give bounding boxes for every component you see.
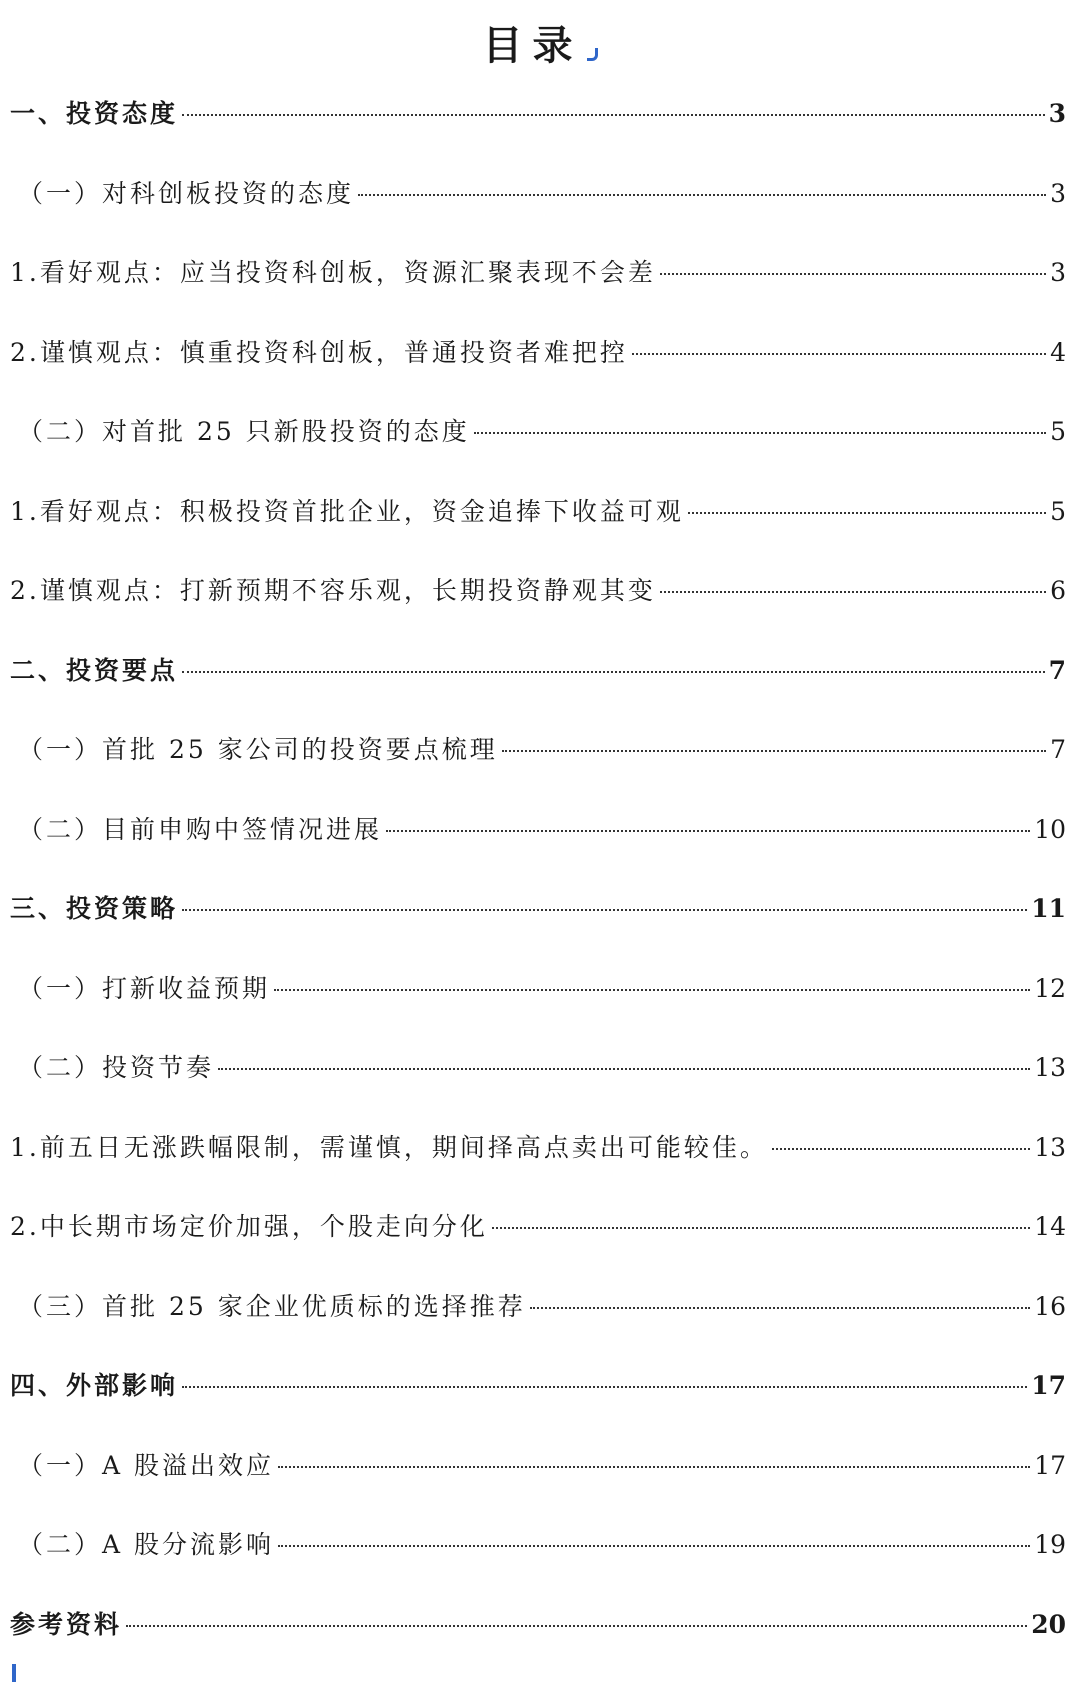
toc-dot-leader: [278, 1466, 1030, 1468]
text-cursor-icon: [12, 1664, 16, 1682]
toc-page-number: 6: [1050, 576, 1066, 605]
toc-entry-text: （二）A 股分流影响: [10, 1525, 274, 1561]
toc-entry-text: 1.看好观点：积极投资首批企业，资金追捧下收益可观: [10, 492, 684, 528]
toc-page-number: 3: [1050, 258, 1066, 287]
toc-entry[interactable]: [10, 1525, 1066, 1605]
toc-entry[interactable]: [10, 1446, 1066, 1526]
toc-page-number: 4: [1050, 338, 1066, 367]
toc-entry[interactable]: [10, 1128, 1066, 1208]
toc-entry-text: （一）A 股溢出效应: [10, 1446, 274, 1482]
toc-dot-leader: [474, 432, 1046, 434]
toc-entry-text: 2.谨慎观点：慎重投资科创板，普通投资者难把控: [10, 333, 628, 369]
toc-entry-text: 四、外部影响: [10, 1366, 178, 1402]
toc-entry[interactable]: [10, 174, 1066, 254]
toc-dot-leader: [182, 114, 1045, 116]
toc-entry-text: （三）首批 25 家企业优质标的选择推荐: [10, 1287, 526, 1323]
toc-entry[interactable]: [10, 651, 1066, 731]
paragraph-mark-icon: [587, 48, 598, 61]
toc-dot-leader: [218, 1068, 1030, 1070]
toc-page-number: 7: [1049, 656, 1066, 685]
toc-entry-text: 2.谨慎观点：打新预期不容乐观，长期投资静观其变: [10, 571, 656, 607]
toc-entry-text: 1.前五日无涨跌幅限制，需谨慎，期间择高点卖出可能较佳。: [10, 1128, 768, 1164]
toc-page-number: 12: [1034, 974, 1066, 1003]
toc-entry[interactable]: [10, 1207, 1066, 1287]
toc-entry[interactable]: [10, 1366, 1066, 1446]
toc-page-number: 11: [1031, 894, 1066, 923]
toc-entry[interactable]: [10, 492, 1066, 572]
toc-dot-leader: [660, 273, 1046, 275]
toc-dot-leader: [274, 989, 1030, 991]
toc-entry-text: 三、投资策略: [10, 889, 178, 925]
toc-entry-text: 二、投资要点: [10, 651, 178, 687]
toc-page-number: 7: [1050, 735, 1066, 764]
toc-page-number: 13: [1034, 1053, 1066, 1082]
toc-dot-leader: [358, 194, 1046, 196]
toc-entry[interactable]: [10, 969, 1066, 1049]
toc-dot-leader: [386, 830, 1030, 832]
toc-entry-text: （二）投资节奏: [10, 1048, 214, 1084]
toc-entry[interactable]: [10, 1287, 1066, 1367]
toc-page-number: 17: [1031, 1371, 1066, 1400]
toc-dot-leader: [278, 1545, 1030, 1547]
toc-page-number: 20: [1031, 1610, 1066, 1639]
toc-entry-text: 一、投资态度: [10, 94, 178, 130]
toc-entry[interactable]: [10, 1605, 1066, 1684]
toc-page-number: 17: [1034, 1451, 1066, 1480]
toc-page-number: 19: [1034, 1530, 1066, 1559]
toc-list: [10, 94, 1066, 1684]
toc-page-number: 3: [1050, 179, 1066, 208]
toc-entry[interactable]: [10, 94, 1066, 174]
toc-dot-leader: [530, 1307, 1030, 1309]
toc-dot-leader: [182, 1386, 1027, 1388]
toc-dot-leader: [126, 1625, 1027, 1627]
toc-entry-text: 参考资料: [10, 1605, 122, 1641]
toc-entry[interactable]: [10, 730, 1066, 810]
toc-entry[interactable]: [10, 253, 1066, 333]
toc-dot-leader: [772, 1148, 1030, 1150]
toc-title-wrap: [0, 14, 1080, 71]
toc-entry[interactable]: [10, 412, 1066, 492]
toc-entry-text: （一）对科创板投资的态度: [10, 174, 354, 210]
toc-entry-text: （二）目前申购中签情况进展: [10, 810, 382, 846]
toc-page-number: 13: [1034, 1133, 1066, 1162]
toc-entry[interactable]: [10, 1048, 1066, 1128]
toc-entry[interactable]: [10, 333, 1066, 413]
toc-dot-leader: [182, 671, 1045, 673]
toc-page-number: 3: [1049, 99, 1066, 128]
toc-entry-text: 1.看好观点：应当投资科创板，资源汇聚表现不会差: [10, 253, 656, 289]
toc-dot-leader: [502, 750, 1046, 752]
toc-dot-leader: [492, 1227, 1030, 1229]
toc-entry-text: （一）打新收益预期: [10, 969, 270, 1005]
toc-entry-text: 2.中长期市场定价加强，个股走向分化: [10, 1207, 488, 1243]
toc-entry-text: （一）首批 25 家公司的投资要点梳理: [10, 730, 498, 766]
toc-dot-leader: [632, 353, 1046, 355]
toc-dot-leader: [182, 909, 1027, 911]
toc-entry[interactable]: [10, 810, 1066, 890]
toc-entry[interactable]: [10, 571, 1066, 651]
toc-page-number: 5: [1050, 497, 1066, 526]
toc-entry-text: （二）对首批 25 只新股投资的态度: [10, 412, 470, 448]
toc-page-number: 5: [1050, 417, 1066, 446]
toc-page-number: 16: [1034, 1292, 1066, 1321]
toc-dot-leader: [688, 512, 1046, 514]
toc-page-number: 10: [1034, 815, 1066, 844]
toc-entry[interactable]: [10, 889, 1066, 969]
toc-dot-leader: [660, 591, 1046, 593]
toc-title: 目录: [483, 22, 583, 69]
toc-page-number: 14: [1034, 1212, 1066, 1241]
